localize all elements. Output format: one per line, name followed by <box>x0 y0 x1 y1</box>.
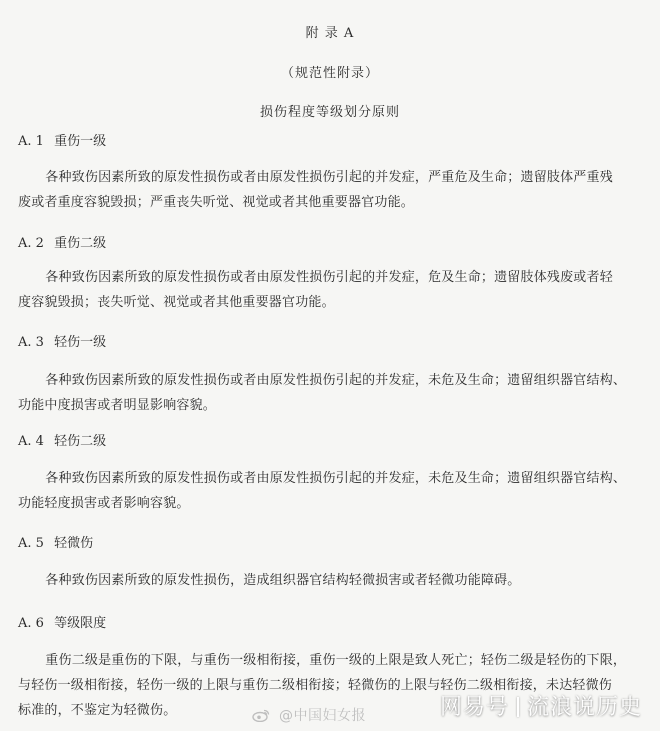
section-paragraph-a5 <box>18 568 638 593</box>
paragraph-line: 重伤二级是重伤的下限，与重伤一级相衔接，重伤一级的上限是致人死亡；轻伤二级是轻伤的下限， <box>45 653 627 668</box>
section-heading-a1 <box>18 130 106 149</box>
section-paragraph-a3 <box>18 368 638 418</box>
paragraph-line: 度容貌毁损；丧失听觉、视觉或者其他重要器官功能。 <box>18 295 335 310</box>
brand-platform: 网易号 <box>439 695 509 720</box>
section-heading-text: 轻微伤 <box>54 536 94 551</box>
paragraph-line: 各种致伤因素所致的原发性损伤，造成组织器官结构轻微损害或者轻微功能障碍。 <box>45 573 521 588</box>
paragraph-line: 与轻伤一级相衔接，轻伤一级的上限与重伤二级相衔接；轻微伤的上限与轻伤二级相衔接，未达轻微伤 <box>18 678 613 693</box>
section-number: A. 1 <box>18 134 44 149</box>
brand-separator <box>517 697 519 717</box>
appendix-subtitle: （规范性附录） <box>280 66 379 81</box>
section-number: A. 6 <box>18 616 44 631</box>
paragraph-line: 废或者重度容貌毁损；严重丧失听觉、视觉或者其他重要器官功能。 <box>18 195 415 210</box>
appendix-title: 附 录 A <box>305 26 355 41</box>
section-heading-a2 <box>18 232 106 251</box>
paragraph-line: 功能轻度损害或者影响容貌。 <box>18 496 190 511</box>
paragraph-line: 各种致伤因素所致的原发性损伤或者由原发性损伤引起的并发症，危及生命；遗留肢体残废或者轻 <box>45 270 613 285</box>
weibo-watermark <box>252 705 366 725</box>
weibo-handle: @中国妇女报 <box>278 708 366 724</box>
section-heading-text: 重伤二级 <box>54 236 107 251</box>
weibo-icon <box>252 708 270 722</box>
paragraph-line: 标准的，不鉴定为轻微伤。 <box>18 703 177 718</box>
section-title: 损伤程度等级划分原则 <box>259 105 400 120</box>
section-number: A. 3 <box>18 335 44 350</box>
section-heading-text: 轻伤一级 <box>54 335 107 350</box>
paragraph-line: 各种致伤因素所致的原发性损伤或者由原发性损伤引起的并发症，未危及生命；遗留组织器官结构、 <box>45 471 627 486</box>
brand-account: 流浪说历史 <box>526 695 642 720</box>
section-number: A. 4 <box>18 434 44 449</box>
brand-watermark <box>440 690 642 721</box>
section-heading-a5 <box>18 532 93 551</box>
section-paragraph-a2 <box>18 265 638 315</box>
paragraph-line: 各种致伤因素所致的原发性损伤或者由原发性损伤引起的并发症，严重危及生命；遗留肢体严重残 <box>45 170 613 185</box>
section-paragraph-a1 <box>18 165 638 215</box>
section-heading-text: 等级限度 <box>54 616 107 631</box>
paragraph-line: 功能中度损害或者明显影响容貌。 <box>18 398 217 413</box>
section-number: A. 2 <box>18 236 44 251</box>
paragraph-line: 各种致伤因素所致的原发性损伤或者由原发性损伤引起的并发症，未危及生命；遗留组织器官结构、 <box>45 373 627 388</box>
section-heading-a3 <box>18 331 106 350</box>
section-paragraph-a4 <box>18 466 638 516</box>
section-heading-a6 <box>18 612 106 631</box>
section-heading-text: 轻伤二级 <box>54 434 107 449</box>
section-heading-a4 <box>18 430 106 449</box>
section-number: A. 5 <box>18 536 44 551</box>
section-heading-text: 重伤一级 <box>54 134 107 149</box>
